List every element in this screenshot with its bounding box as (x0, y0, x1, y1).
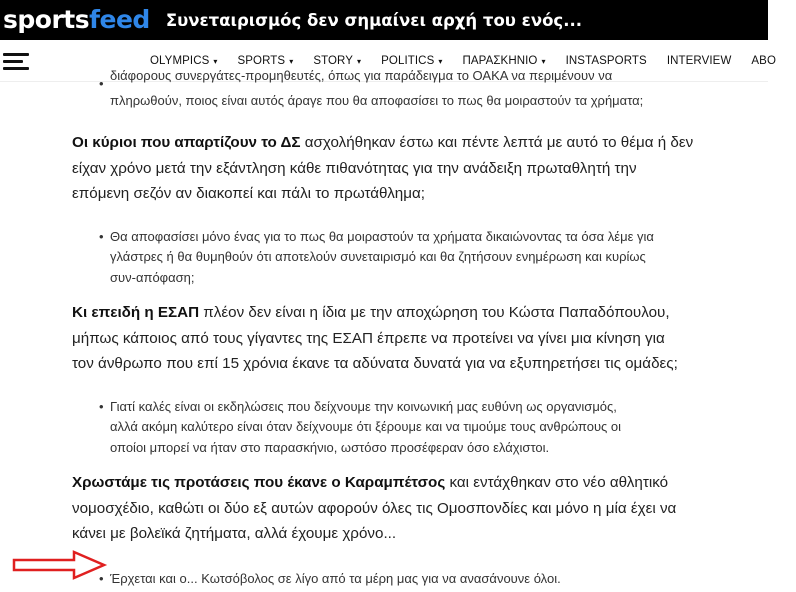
nav-item-about[interactable]: ABO (751, 55, 776, 67)
list-item-line: πληρωθούν, ποιος είναι αυτός άραγε που θα αποφασίσει το πως θα μοιραστούν τα χρήματα; (110, 93, 644, 108)
list-item-highlighted: • Έρχεται και ο... Κωτσόβολος σε λίγο από τα μέρη μας για να ανασάνουνε όλοι. (72, 569, 722, 590)
red-arrow-icon (12, 550, 106, 580)
site-logo[interactable] (3, 0, 150, 40)
list-item: • Θα αποφασίσει μόνο ένας για το πως θα μοιραστούν τα χρήματα δικαιώνοντας τα όσα λέμε για γλάστρες ή θα θυμηθούν ότι αποτελούν συνεταιρισμό και θα ζητήσουν ενημέρωση και κυρίως συν-απόφαση; (72, 227, 722, 289)
nav-item-story[interactable]: STORY ▾ (313, 55, 362, 67)
article-headline: Συνεταιρισμός δεν σημαίνει αρχή του ενός... (165, 10, 583, 30)
paragraph-1: Οι κύριοι που απαρτίζουν το ΔΣ ασχολήθηκαν έστω και πέντε λεπτά με αυτό το θέμα ή δεν είχαν χρόνο μετά την εξάντληση κάθε πιθανότητας για την ανάδειξη πρωταθλητή την επόμενη σεζόν αν διακοπεί και πάλι το πρωτάθλημα; (72, 134, 694, 202)
nav-item-olympics[interactable]: OLYMPICS ▾ (150, 55, 218, 67)
paragraph-bold-lead: Οι κύριοι που απαρτίζουν το ΔΣ (72, 134, 301, 151)
paragraph-bold-lead: Χρωστάμε τις προτάσεις που έκανε ο Καραμπέτσος (72, 474, 446, 491)
paragraph-2: Κι επειδή η ΕΣΑΠ πλέον δεν είναι η ίδια με την αποχώρηση του Κώστα Παπαδόπουλου, μήπως κάποιος από τους γίγαντες της ΕΣΑΠ έπρεπε να προτείνει να γίνει μια κίνηση για τον άνθρωπο που επί 15 χρόνια έκανε τα αδύνατα δυνατά για να εξυπηρετήσει τις ομάδες; (72, 304, 678, 372)
list-item: • Γιατί καλές είναι οι εκδηλώσεις που δείχνουμε την κοινωνική μας ευθύνη ως οργανισμός, αλλά ακόμη καλύτερο είναι όταν δείχνουμε ότι ξέρουμε και να τιμούμε τους ανθρώπους οι οποίοι μπορεί να ήταν στο παρασκήνιο, ωστόσο προσέφεραν όσο ελάχιστοι. (72, 397, 722, 459)
nav-item-politics[interactable]: POLITICS ▾ (381, 55, 443, 67)
article-body (72, 68, 722, 589)
chevron-down-icon: ▾ (541, 56, 546, 66)
chevron-down-icon: ▾ (438, 56, 443, 66)
nav-item-instasports[interactable]: INSTASPORTS (565, 55, 647, 67)
logo-text-feed: feed (89, 5, 150, 34)
paragraph-bold-lead: Κι επειδή η ΕΣΑΠ (72, 304, 200, 321)
top-header-bar (0, 0, 768, 40)
chevron-down-icon: ▾ (213, 56, 218, 66)
list-item-partial (72, 68, 722, 118)
nav-item-sports[interactable]: SPORTS ▾ (237, 55, 294, 67)
chevron-down-icon: ▾ (357, 56, 362, 66)
list-item-line: • διάφορους συνεργάτες-προμηθευτές, όπως για παράδειγμα το ΟΑΚΑ να περιμένουν να (110, 68, 613, 83)
nav-item-interview[interactable]: INTERVIEW (666, 55, 732, 67)
nav-item-paraskinio[interactable]: ΠΑΡΑΣΚΗΝΙΟ ▾ (462, 55, 546, 67)
logo-text-sports: sports (3, 5, 90, 34)
paragraph-3: Χρωστάμε τις προτάσεις που έκανε ο Καραμπέτσος και εντάχθηκαν στο νέο αθλητικό νομοσχέδιο, καθώτι οι δύο εξ αυτών αφορούν όλες τις Ομοσπονδίες και μόνο η μία έχει να κάνει με βολεϊκά ζητήματα, αλλά έχουμε χρόνο... (72, 474, 677, 542)
hamburger-menu-icon[interactable] (3, 53, 29, 71)
chevron-down-icon: ▾ (289, 56, 294, 66)
